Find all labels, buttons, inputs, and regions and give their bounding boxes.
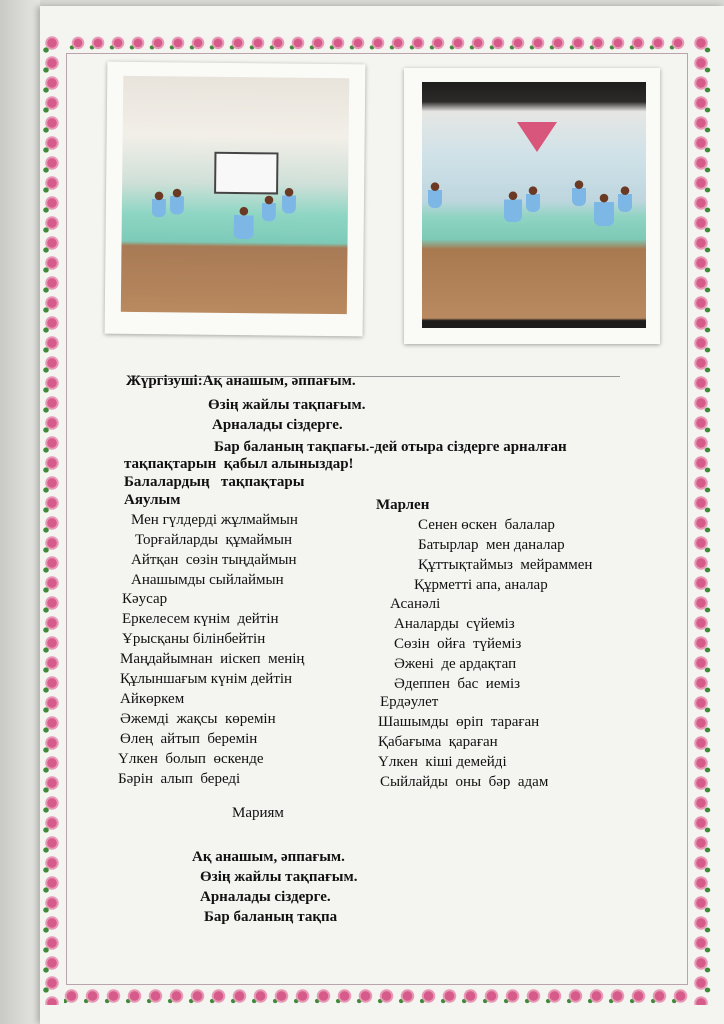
poem-author: Ердәулет	[380, 694, 439, 710]
host-line-5: тақпақтарын қабыл алыныздар!	[124, 456, 354, 472]
rose-border-left	[40, 33, 64, 1005]
child-figure	[572, 180, 586, 206]
rose-border-top	[68, 33, 714, 51]
poem-line: Үлкен болып өскенде	[118, 751, 264, 767]
child-figure	[282, 187, 296, 213]
poem-line: Әжені де ардақтап	[394, 656, 517, 672]
poem-author: Айкөркем	[120, 691, 185, 707]
poem-line: Арналады сіздерге.	[200, 889, 331, 905]
poem-line: Анашымды сыйлаймын	[131, 572, 284, 588]
photo-frame-1	[105, 62, 366, 337]
poem-line: Құрметті апа, аналар	[414, 577, 548, 593]
poem-author: Асанәлі	[390, 596, 441, 612]
child-figure	[594, 192, 614, 226]
poem-author: Мариям	[232, 805, 284, 821]
poem-line: Сыйлайды оны бәр адам	[380, 774, 549, 790]
child-figure	[152, 191, 166, 217]
poem-line: Мен гүлдерді жұлмаймын	[131, 512, 298, 528]
poem-line: Әдеппен бас иеміз	[394, 676, 521, 692]
child-figure	[428, 182, 442, 208]
decoration-flag	[517, 122, 557, 152]
host-line-1: Жүргізуші:Ақ анашым, әппағым.	[126, 373, 356, 389]
poem-line: Үлкен кіші демейді	[378, 754, 507, 770]
poem-author: Кәусар	[122, 591, 168, 607]
poem-line: Өлең айтып беремін	[120, 731, 258, 747]
poem-line: Шашымды өріп тараған	[378, 714, 540, 730]
poem-line: Әжемді жақсы көремін	[120, 711, 276, 727]
child-figure	[170, 188, 184, 214]
scanner-edge	[0, 0, 40, 1024]
poem-line: Қабағыма қараған	[378, 734, 498, 750]
poem-author: Марлен	[376, 497, 430, 513]
poem-line: Аналарды сүйеміз	[394, 616, 515, 632]
child-figure	[526, 186, 540, 212]
photo-dancers-2	[422, 82, 646, 328]
poem-line: Құлыншағым күнім дейтін	[120, 671, 293, 687]
rose-border-right	[688, 33, 714, 1005]
host-line-2: Өзің жайлы тақпағым.	[208, 397, 366, 413]
photo-frame-2	[404, 68, 660, 344]
poem-line: Бәрін алып береді	[118, 771, 241, 787]
poem-line: Ақ анашым, әппағым.	[192, 849, 345, 865]
poem-line: Өзің жайлы тақпағым.	[200, 869, 358, 885]
poem-line: Ұрысқаны білінбейтін	[122, 631, 266, 647]
child-figure	[618, 186, 632, 212]
poem-line: Торғайларды құмаймын	[135, 532, 292, 548]
child-figure	[262, 195, 276, 221]
child-figure	[504, 190, 522, 222]
poem-line: Батырлар мен даналар	[418, 537, 565, 553]
poem-line: Құттықтаймыз мейраммен	[418, 557, 593, 573]
host-line-4: Бар баланың тақпағы.-дей отыра сіздерге арналған	[214, 439, 567, 455]
poem-line: Сенен өскен балалар	[418, 517, 555, 533]
photo-dancers-1	[121, 76, 349, 314]
poem-line: Бар баланың тақпа	[204, 909, 338, 925]
poem-author: Аяулым	[124, 492, 181, 508]
projector-screen	[214, 152, 278, 195]
section-title: Балалардың тақпақтары	[124, 474, 305, 490]
poem-line: Маңдайымнан иіскеп менің	[120, 651, 305, 667]
poem-line: Еркелесем күнім дейтін	[122, 611, 279, 627]
poem-line: Айтқан сөзін тыңдаймын	[131, 552, 297, 568]
child-figure	[234, 205, 254, 239]
host-line-3: Арналады сіздерге.	[212, 417, 343, 433]
poem-line: Сөзін ойға түйеміз	[394, 636, 522, 652]
rose-border-bottom	[40, 985, 714, 1005]
